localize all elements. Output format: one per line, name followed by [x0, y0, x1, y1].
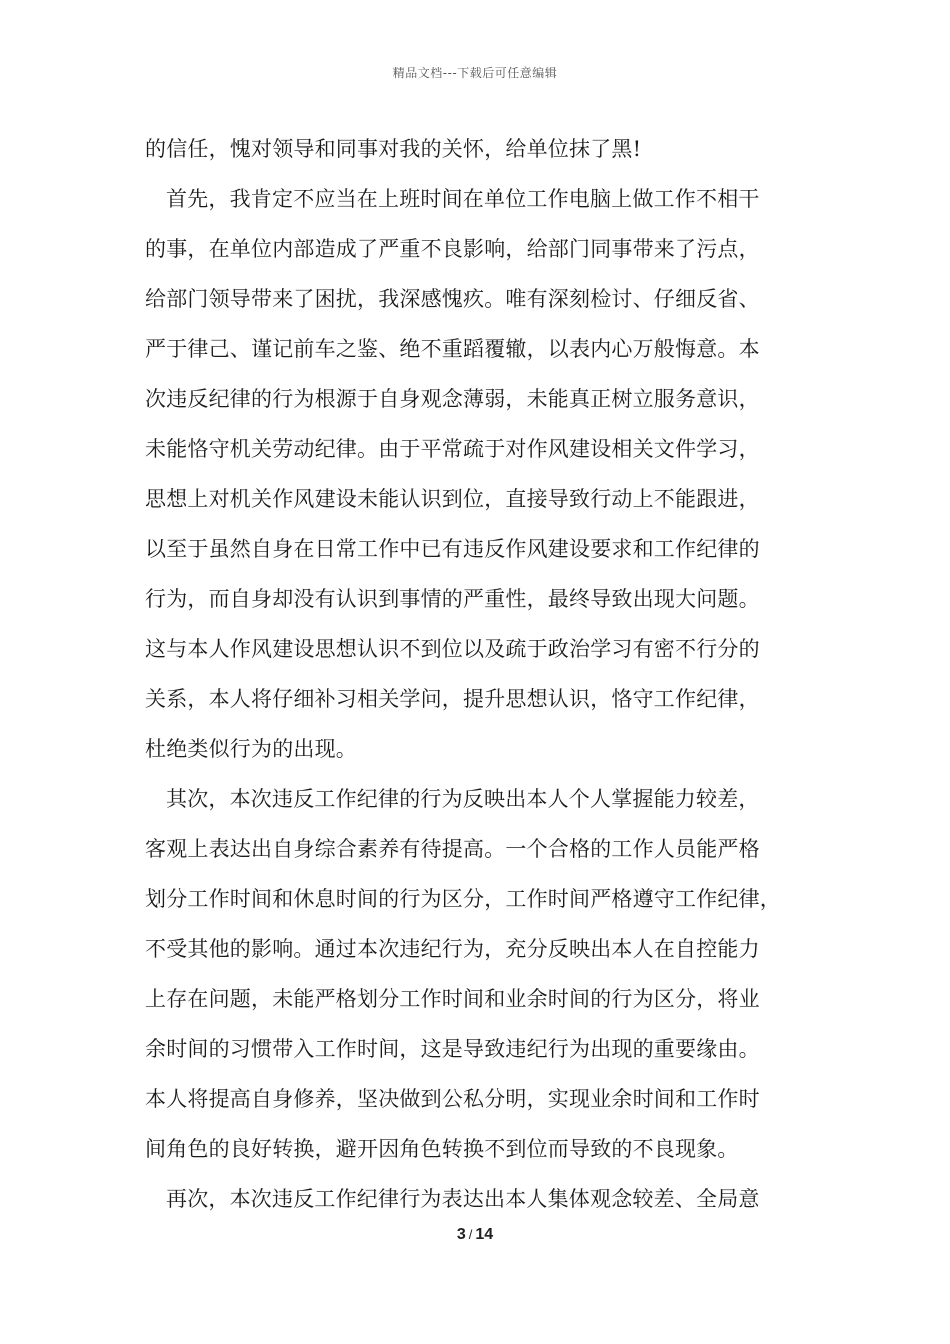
total-pages-number: 14 [475, 1226, 494, 1243]
text-line: 杜绝类似行为的出现。 [145, 737, 357, 761]
page-header: 精品文档---下载后可任意编辑 [392, 66, 558, 80]
page-number [0, 1226, 950, 1244]
text-line: 给部门领导带来了困扰，我深感愧疚。唯有深刻检讨、仔细反省、 [145, 287, 760, 311]
text-line: 的信任，愧对领导和同事对我的关怀，给单位抹了黑! [145, 137, 642, 161]
page-separator: / [468, 1227, 473, 1242]
text-line: 的事，在单位内部造成了严重不良影响，给部门同事带来了污点， [145, 237, 760, 261]
text-line: 本人将提高自身修养，坚决做到公私分明，实现业余时间和工作时 [145, 1087, 760, 1111]
current-page-number: 3 [456, 1226, 466, 1243]
text-line: 客观上表达出自身综合素养有待提高。一个合格的工作人员能严格 [145, 837, 760, 861]
text-line: 行为，而自身却没有认识到事情的严重性，最终导致出现大问题。 [145, 587, 760, 611]
text-line: 严于律己、谨记前车之鉴、绝不重蹈覆辙，以表内心万般悔意。本 [145, 337, 760, 361]
text-line: 余时间的习惯带入工作时间，这是导致违纪行为出现的重要缘由。 [145, 1037, 760, 1061]
text-line: 划分工作时间和休息时间的行为区分，工作时间严格遵守工作纪律， [145, 887, 781, 911]
text-line: 未能恪守机关劳动纪律。由于平常疏于对作风建设相关文件学习， [145, 437, 760, 461]
document-body [145, 124, 817, 1224]
text-line: 以至于虽然自身在日常工作中已有违反作风建设要求和工作纪律的 [145, 537, 760, 561]
text-line: 不受其他的影响。通过本次违纪行为，充分反映出本人在自控能力 [145, 937, 760, 961]
text-line: 间角色的良好转换，避开因角色转换不到位而导致的不良现象。 [145, 1137, 739, 1161]
paragraph-start-line: 其次，本次违反工作纪律的行为反映出本人个人掌握能力较差， [166, 787, 760, 811]
paragraph-start-line: 再次，本次违反工作纪律行为表达出本人集体观念较差、全局意 [166, 1187, 760, 1211]
text-line: 这与本人作风建设思想认识不到位以及疏于政治学习有密不行分的 [145, 637, 760, 661]
text-line: 次违反纪律的行为根源于自身观念薄弱，未能真正树立服务意识， [145, 387, 760, 411]
text-line: 关系，本人将仔细补习相关学问，提升思想认识，恪守工作纪律， [145, 687, 760, 711]
text-line: 上存在问题，未能严格划分工作时间和业余时间的行为区分，将业 [145, 987, 760, 1011]
text-line: 思想上对机关作风建设未能认识到位，直接导致行动上不能跟进， [145, 487, 760, 511]
paragraph-start-line: 首先，我肯定不应当在上班时间在单位工作电脑上做工作不相干 [166, 187, 760, 211]
